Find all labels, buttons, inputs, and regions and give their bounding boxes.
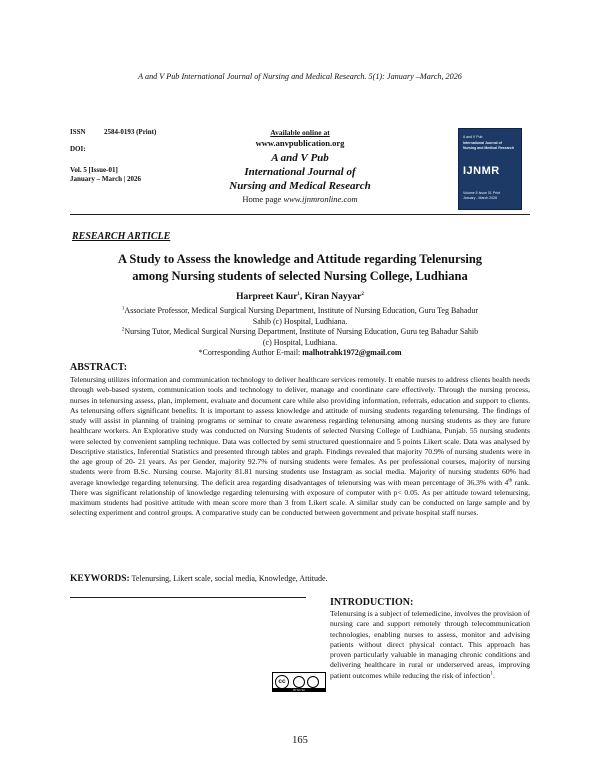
header-divider [70, 214, 530, 215]
by-icon [293, 676, 305, 688]
affiliation-2-marker: 2 [121, 327, 125, 333]
homepage-label: Home page [242, 194, 282, 204]
abstract-text: Telenursing utilizes information and communication technology to deliver healthcare services remotely. It enable nurses to address clients health needs through web-based system, communication tools and technology to deliver, manage and coordinate care effectively. Through the nursing process, nurses in telenursing assess, plan, implement, evaluate and document care while also providing information, referrals, education and support to clients. As telenursing offers significant benefits. It is important to assess knowledge and attitude of nursing students regarding telenursing. The findings of study will assist in planning of training programs or seminar to create awareness regarding telenursing among nursing students as they are future healthcare workers. An Explorative study was conducted on Nursing Students of selected Nursing College of Ludhiana, Punjab. 55 nursing students were selected by convenient sampling technique. Data was collected by semi structured questionnaire and 5 points Likert scale. Data was analysed by Descriptive statistics, Inferential Statistics and presented through tables and graph. Findings revealed that majority 70.9% of nursing students were in the age group of 20- 21 years. As per Gender, majority 92.7% of nursing students were females. As per professional courses, majority of nursing students were from B.Sc. Nursing course. Majority 81.81 nursing students use Instagram as social media. Majority of nursing students 60% had average knowledge regarding telenursing. The deficit area regarding disadvantages of telenursing was with mean percentage of 36.3% with 4 [70, 375, 530, 487]
introduction-text: Telenursing is a subject of telemedicine, involves the provision of nursing care and support remotely through telecommunication technologies, enabling nurses to assess, monitor and advising patients without direct physical contact. This approach has proven particularly valuable in managing chronic conditions and delivering healthcare in rural or underserved areas, improving patient outcomes while reducing the risk of infection [330, 609, 530, 680]
cc-icon: cc [275, 675, 289, 689]
issn-value: 2584-0193 (Print) [104, 128, 157, 136]
author-2: Kiran Nayyar [304, 292, 362, 302]
cc-license-badge[interactable] [272, 672, 326, 692]
publisher-site-link[interactable]: www.anvpublication.org [255, 138, 345, 148]
cover-title-line1: International Journal of [463, 141, 502, 145]
introduction-heading: INTRODUCTION: [330, 597, 414, 608]
corresponding-email-link[interactable]: malhotrahk1972@gmail.com [302, 348, 402, 357]
journal-cover-image [458, 128, 522, 210]
homepage-link[interactable]: www.ijnmronline.com [283, 194, 358, 204]
cover-title-line2: Nursing and Medical Research [463, 146, 514, 150]
cover-brand: IJNMR [463, 165, 500, 177]
title-line-1: A Study to Assess the knowledge and Attitude regarding Telenursing [117, 252, 483, 266]
publisher-name: A and V Pub [271, 152, 329, 164]
author-1-affil: 1 [297, 291, 300, 297]
author-separator: , [299, 292, 305, 302]
issn-label: ISSN [70, 128, 86, 136]
title-line-2: among Nursing students of selected Nursing College, Ludhiana [132, 269, 468, 283]
affiliation-1 [60, 306, 540, 327]
cover-foot-line1: Volume 5 Issue 01 Print [463, 191, 500, 195]
abstract-body [70, 375, 530, 519]
cover-foot-line2: January - March 2026 [463, 196, 498, 200]
cc-badge-foot: BY NC SA [293, 689, 305, 692]
homepage-line [200, 194, 400, 204]
affiliation-2-line2: (c) Hospital, Ludhiana. [262, 337, 338, 347]
citation-1: 1 [490, 670, 493, 676]
article-title [60, 251, 540, 285]
affiliation-2 [60, 327, 540, 348]
abstract-text-tail: rank. There was significant relationship of knowledge regarding telenursing with exposure of computer with p< 0.05. As per attitude toward telenursing, maximum students had positive attitude with mean score more than 3 from Likert scale. A similar study can be conducted on large sample and by selecting experiment and control groups. A comparative study can be conducted between government and private hospital staff nurses. [70, 477, 531, 518]
introduction-body [330, 609, 530, 681]
affiliation-1-line1: Associate Professor, Medical Surgical Nursing Department, Institute of Nursing Education, Guru Teg Bahadur [124, 306, 479, 315]
abstract-heading: ABSTRACT: [70, 362, 128, 373]
journal-name-line2: Nursing and Medical Research [229, 180, 371, 192]
affiliation-1-line2: Sahib (c) Hospital, Ludhiana. [252, 316, 348, 326]
author-1: Harpreet Kaur [236, 292, 298, 302]
available-online: Available online at [270, 128, 330, 137]
keywords-text: Telenursing, Likert scale, social media, Knowledge, Attitude. [129, 574, 328, 583]
affiliation-1-marker: 1 [121, 306, 125, 312]
article-type: RESEARCH ARTICLE [72, 231, 171, 242]
keywords-line [70, 574, 328, 584]
affiliation-2-line1: Nursing Tutor, Medical Surgical Nursing Department, Institute of Nursing Education, Guru teg Bahadur Sahib [124, 327, 479, 336]
author-2-affil: 2 [361, 291, 364, 297]
author-list [0, 292, 600, 302]
keywords-label: KEYWORDS: [70, 574, 130, 584]
rank-superscript: th [508, 477, 513, 483]
running-header: A and V Pub International Journal of Nursing and Medical Research. 5(1): January –March, 2026 [138, 72, 462, 81]
volume-label: Vol. 5 [Issue-01] [70, 166, 118, 174]
nc-sa-icon [307, 676, 319, 688]
page-number: 165 [292, 735, 308, 746]
doi-label: DOI: [70, 145, 86, 153]
journal-name-line1: International Journal of [244, 166, 356, 178]
body-divider [70, 597, 306, 598]
period-label: January – March | 2026 [70, 175, 142, 183]
corresponding-author [60, 348, 540, 359]
introduction-text-end: . [492, 670, 495, 680]
corresponding-label: *Corresponding Author E-mail: [198, 348, 303, 357]
cover-publisher: A and V Pub [463, 135, 483, 139]
